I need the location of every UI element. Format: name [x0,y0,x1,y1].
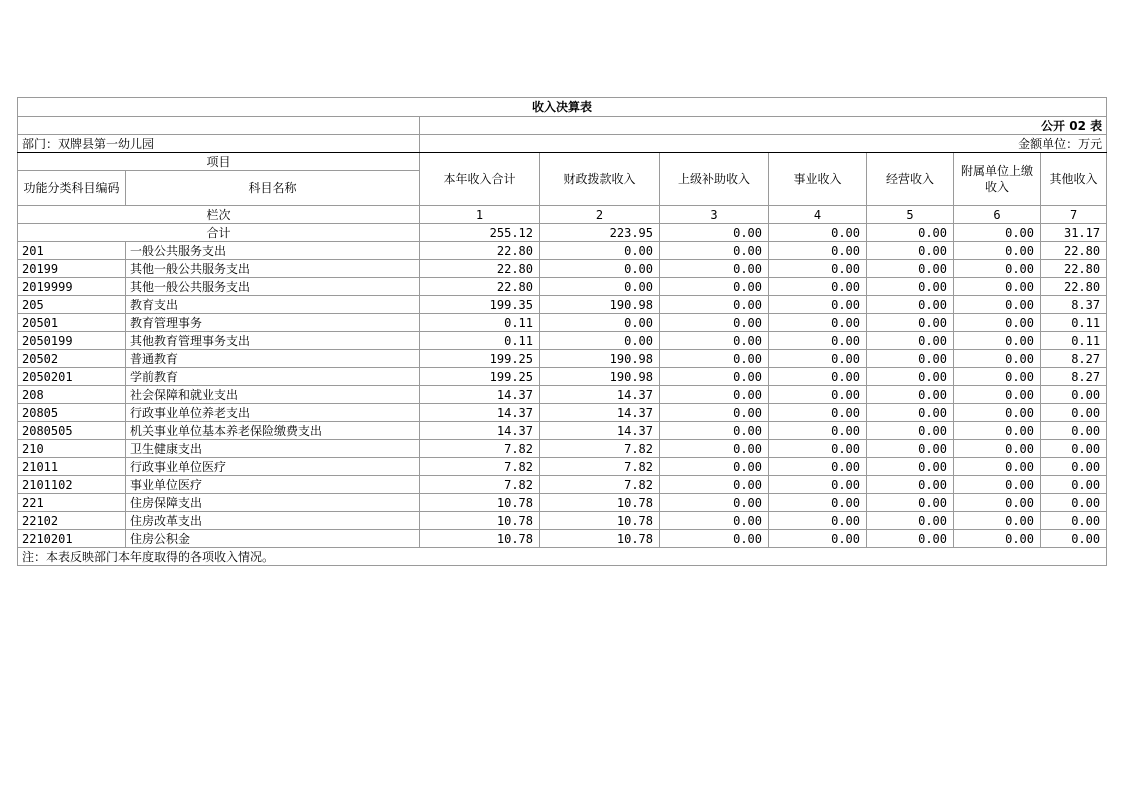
table-row [18,314,1107,332]
row-value: 0.00 [660,386,769,404]
row-value: 0.00 [867,512,954,530]
row-value: 0.00 [1041,458,1107,476]
row-value: 0.00 [660,314,769,332]
row-code: 201 [18,242,126,260]
row-value: 0.00 [769,350,867,368]
table-row [18,296,1107,314]
row-value: 14.37 [420,386,540,404]
row-value: 0.00 [1041,494,1107,512]
row-value: 0.00 [867,260,954,278]
row-value: 0.00 [867,530,954,548]
row-code: 20805 [18,404,126,422]
row-value: 0.00 [954,314,1041,332]
header-fiscal-appropriation: 财政拨款收入 [540,153,660,206]
row-value: 0.00 [954,242,1041,260]
header-name: 科目名称 [126,171,420,206]
row-value: 0.00 [1041,404,1107,422]
row-value: 7.82 [420,440,540,458]
form-number: 公开 02 表 [420,117,1107,135]
row-value: 0.00 [867,440,954,458]
table-row [18,332,1107,350]
row-value: 0.00 [769,314,867,332]
row-value: 0.00 [954,278,1041,296]
row-code: 20501 [18,314,126,332]
department-label: 部门：双牌县第一幼儿园 [18,135,420,153]
header-business-income: 事业收入 [769,153,867,206]
column-index: 1 [420,206,540,224]
form-no-spacer [18,117,420,135]
row-value: 0.00 [867,458,954,476]
column-index: 7 [1041,206,1107,224]
row-value: 0.00 [954,296,1041,314]
row-value: 0.00 [540,332,660,350]
row-value: 0.00 [660,404,769,422]
row-value: 0.00 [660,422,769,440]
row-value: 0.00 [660,494,769,512]
table-row [18,242,1107,260]
row-value: 0.00 [1041,530,1107,548]
row-value: 0.00 [769,458,867,476]
row-value: 0.00 [769,260,867,278]
row-value: 0.00 [867,476,954,494]
row-name: 普通教育 [126,350,420,368]
row-code: 2210201 [18,530,126,548]
row-code: 2050199 [18,332,126,350]
row-value: 0.00 [867,278,954,296]
row-code: 2050201 [18,368,126,386]
footnote: 注：本表反映部门本年度取得的各项收入情况。 [18,548,1107,566]
row-value: 0.00 [1041,476,1107,494]
row-value: 0.00 [769,332,867,350]
total-cell: 0.00 [954,224,1041,242]
table-row [18,530,1107,548]
row-value: 190.98 [540,350,660,368]
row-code: 2101102 [18,476,126,494]
row-value: 0.00 [954,494,1041,512]
row-value: 0.00 [954,404,1041,422]
row-value: 0.00 [769,440,867,458]
row-code: 20199 [18,260,126,278]
row-name: 事业单位医疗 [126,476,420,494]
total-cell: 31.17 [1041,224,1107,242]
row-value: 0.00 [769,494,867,512]
total-cell: 0.00 [867,224,954,242]
header-item-group: 项目 [18,153,420,171]
row-value: 0.00 [867,494,954,512]
row-value: 0.00 [540,314,660,332]
row-value: 190.98 [540,296,660,314]
row-value: 7.82 [540,458,660,476]
row-value: 190.98 [540,368,660,386]
row-value: 8.27 [1041,368,1107,386]
row-value: 0.00 [954,332,1041,350]
row-value: 0.00 [1041,422,1107,440]
total-cell: 255.12 [420,224,540,242]
row-value: 0.00 [769,404,867,422]
row-name: 一般公共服务支出 [126,242,420,260]
row-value: 0.00 [769,422,867,440]
row-value: 0.00 [769,386,867,404]
row-value: 10.78 [540,512,660,530]
table-row [18,404,1107,422]
row-value: 22.80 [1041,242,1107,260]
row-value: 0.00 [954,458,1041,476]
row-value: 0.00 [540,278,660,296]
row-value: 0.00 [954,368,1041,386]
row-value: 0.00 [954,530,1041,548]
row-value: 14.37 [540,386,660,404]
header-operating-income: 经营收入 [867,153,954,206]
row-name: 教育管理事务 [126,314,420,332]
row-value: 7.82 [540,476,660,494]
row-value: 199.25 [420,350,540,368]
row-value: 0.00 [867,332,954,350]
row-code: 210 [18,440,126,458]
table-row [18,476,1107,494]
row-value: 0.00 [660,530,769,548]
row-value: 0.00 [769,530,867,548]
row-value: 0.00 [769,242,867,260]
row-code: 21011 [18,458,126,476]
row-value: 0.11 [1041,332,1107,350]
column-index: 3 [660,206,769,224]
row-value: 0.00 [660,458,769,476]
table-body [18,98,1107,566]
row-name: 卫生健康支出 [126,440,420,458]
row-name: 其他教育管理事务支出 [126,332,420,350]
row-value: 0.00 [769,296,867,314]
row-value: 0.00 [540,242,660,260]
row-value: 0.00 [867,368,954,386]
table-row [18,386,1107,404]
row-code: 20502 [18,350,126,368]
row-value: 22.80 [1041,278,1107,296]
row-value: 0.00 [954,440,1041,458]
table-row [18,422,1107,440]
column-index: 5 [867,206,954,224]
row-value: 22.80 [420,278,540,296]
row-value: 0.00 [867,386,954,404]
column-index: 6 [954,206,1041,224]
row-value: 0.00 [954,476,1041,494]
income-statement-sheet [17,97,1106,566]
row-value: 7.82 [420,476,540,494]
row-value: 0.00 [954,350,1041,368]
row-value: 14.37 [540,422,660,440]
header-total-income: 本年收入合计 [420,153,540,206]
row-value: 14.37 [420,422,540,440]
row-value: 0.00 [867,242,954,260]
row-value: 0.00 [954,386,1041,404]
row-value: 14.37 [540,404,660,422]
row-name: 教育支出 [126,296,420,314]
table-row [18,260,1107,278]
row-code: 205 [18,296,126,314]
row-value: 0.00 [660,296,769,314]
row-name: 社会保障和就业支出 [126,386,420,404]
row-value: 0.00 [769,278,867,296]
row-value: 0.00 [769,512,867,530]
row-value: 0.00 [660,440,769,458]
total-cell: 223.95 [540,224,660,242]
header-other-income: 其他收入 [1041,153,1107,206]
row-code: 2080505 [18,422,126,440]
row-value: 0.00 [660,242,769,260]
row-value: 22.80 [420,242,540,260]
row-value: 0.11 [1041,314,1107,332]
row-value: 10.78 [420,494,540,512]
row-value: 0.00 [540,260,660,278]
row-value: 22.80 [1041,260,1107,278]
table-title: 收入决算表 [18,98,1107,117]
total-row [18,224,1107,242]
table-row [18,440,1107,458]
table-row [18,494,1107,512]
row-name: 其他一般公共服务支出 [126,260,420,278]
header-affiliated-income: 附属单位上缴收入 [954,153,1041,206]
row-value: 10.78 [420,530,540,548]
row-name: 住房改革支出 [126,512,420,530]
row-value: 8.37 [1041,296,1107,314]
table-row [18,350,1107,368]
row-value: 0.11 [420,314,540,332]
column-index-label: 栏次 [18,206,420,224]
income-table [17,97,1107,566]
header-superior-subsidy: 上级补助收入 [660,153,769,206]
row-value: 10.78 [420,512,540,530]
header-code: 功能分类科目编码 [18,171,126,206]
row-value: 7.82 [540,440,660,458]
row-value: 0.00 [660,476,769,494]
row-value: 0.11 [420,332,540,350]
row-name: 学前教育 [126,368,420,386]
row-name: 机关事业单位基本养老保险缴费支出 [126,422,420,440]
row-code: 2019999 [18,278,126,296]
table-row [18,458,1107,476]
row-name: 住房公积金 [126,530,420,548]
row-name: 住房保障支出 [126,494,420,512]
row-value: 0.00 [1041,512,1107,530]
row-code: 22102 [18,512,126,530]
total-cell: 0.00 [769,224,867,242]
row-value: 199.35 [420,296,540,314]
table-row [18,512,1107,530]
row-value: 10.78 [540,530,660,548]
row-value: 0.00 [1041,386,1107,404]
total-cell: 0.00 [660,224,769,242]
row-value: 0.00 [769,476,867,494]
row-value: 0.00 [954,512,1041,530]
row-value: 0.00 [867,314,954,332]
row-value: 0.00 [867,296,954,314]
row-value: 0.00 [660,512,769,530]
row-value: 0.00 [867,350,954,368]
row-value: 0.00 [660,260,769,278]
row-value: 0.00 [660,278,769,296]
row-value: 0.00 [954,260,1041,278]
row-value: 0.00 [867,404,954,422]
row-name: 行政事业单位养老支出 [126,404,420,422]
row-code: 208 [18,386,126,404]
row-value: 10.78 [540,494,660,512]
row-value: 0.00 [660,332,769,350]
amount-unit-label: 金额单位：万元 [420,135,1107,153]
row-value: 0.00 [954,422,1041,440]
row-value: 22.80 [420,260,540,278]
row-name: 行政事业单位医疗 [126,458,420,476]
table-row [18,368,1107,386]
row-value: 14.37 [420,404,540,422]
row-code: 221 [18,494,126,512]
table-row [18,278,1107,296]
row-value: 7.82 [420,458,540,476]
row-value: 0.00 [769,368,867,386]
column-index: 2 [540,206,660,224]
row-value: 0.00 [1041,440,1107,458]
row-value: 0.00 [867,422,954,440]
total-label: 合计 [18,224,420,242]
row-value: 0.00 [660,350,769,368]
row-value: 0.00 [660,368,769,386]
row-value: 8.27 [1041,350,1107,368]
row-name: 其他一般公共服务支出 [126,278,420,296]
row-value: 199.25 [420,368,540,386]
column-index: 4 [769,206,867,224]
